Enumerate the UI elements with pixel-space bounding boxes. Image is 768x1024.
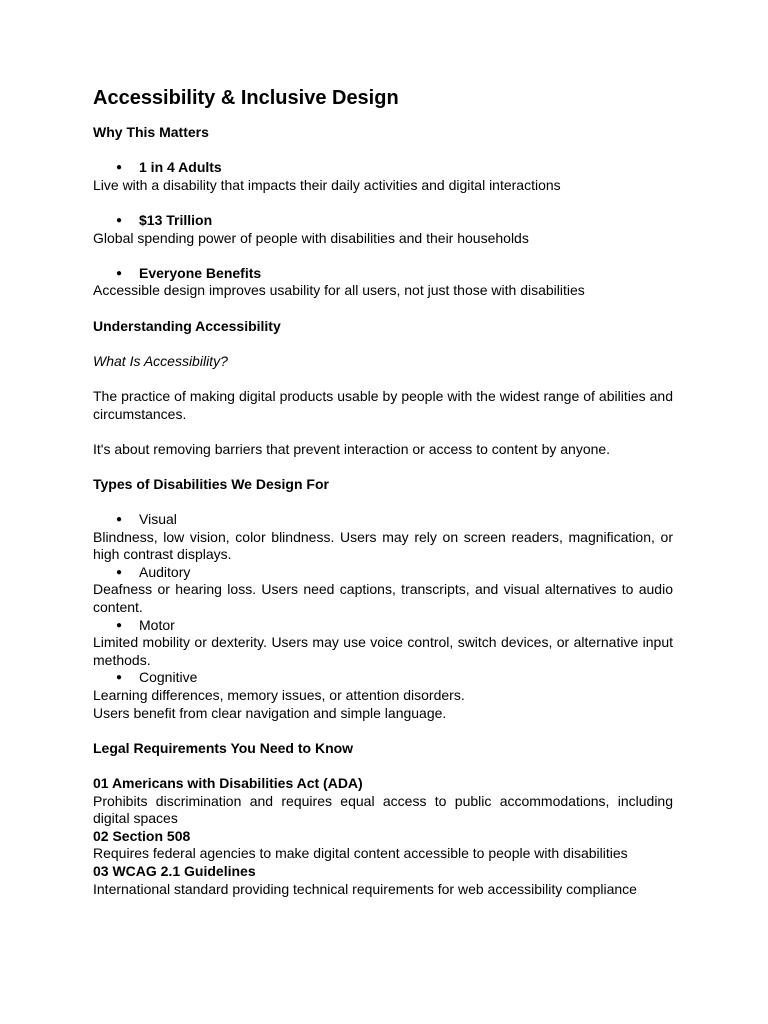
subheading-what-is: What Is Accessibility? <box>93 352 228 369</box>
bullet-item-desc: Limited mobility or dexterity. Users may use voice control, switch devices, or alternative input methods. <box>93 634 673 668</box>
bullet-item-desc: Global spending power of people with disabilities and their households <box>93 229 529 246</box>
bullet-item-desc: Deafness or hearing loss. Users need captions, transcripts, and visual alternatives to audio content. <box>93 581 673 616</box>
bullet-item-label: ● Everyone Benefits <box>93 265 673 283</box>
bullet-item-desc: Live with a disability that impacts their daily activities and digital interactions <box>93 176 561 193</box>
section-heading-legal: Legal Requirements You Need to Know <box>93 739 354 756</box>
legal-item-desc: Requires federal agencies to make digital content accessible to people with disabilities <box>93 845 628 862</box>
bullet-item-label: ● Visual <box>93 511 673 529</box>
bullet-item-desc: Accessible design improves usability for all users, not just those with disabilities <box>93 282 585 299</box>
bullet-item-desc: Blindness, low vision, color blindness. Users may rely on screen readers, magnification, or high contrast displays. <box>93 528 673 563</box>
document-title: Accessibility & Inclusive Design <box>93 87 399 109</box>
document-page <box>93 82 673 898</box>
legal-item-desc: International standard providing technical requirements for web accessibility compliance <box>93 880 637 897</box>
bullet-item-label: ● Auditory <box>93 564 673 582</box>
paragraph: The practice of making digital products usable by people with the widest range of abilities and circumstances. <box>93 387 673 422</box>
bullet-item-label: ● 1 in 4 Adults <box>93 159 673 177</box>
paragraph: It's about removing barriers that prevent interaction or access to content by anyone. <box>93 440 611 457</box>
legal-item-label: 02 Section 508 <box>93 827 191 844</box>
section-heading-types: Types of Disabilities We Design For <box>93 475 329 492</box>
section-heading-why: Why This Matters <box>93 124 209 140</box>
legal-item-label: 03 WCAG 2.1 Guidelines <box>93 862 256 879</box>
legal-item-desc: Prohibits discrimination and requires equal access to public accommodations, including digital spaces <box>93 792 673 827</box>
bullet-item-desc: Learning differences, memory issues, or attention disorders. <box>93 687 465 703</box>
bullet-item-label: ● Cognitive <box>93 669 673 687</box>
legal-item-label: 01 Americans with Disabilities Act (ADA) <box>93 774 363 791</box>
bullet-item-label: ● Motor <box>93 617 673 635</box>
bullet-item-label: ● $13 Trillion <box>93 212 673 230</box>
bullet-item-desc: Users benefit from clear navigation and simple language. <box>93 704 447 721</box>
section-heading-understanding: Understanding Accessibility <box>93 317 281 334</box>
